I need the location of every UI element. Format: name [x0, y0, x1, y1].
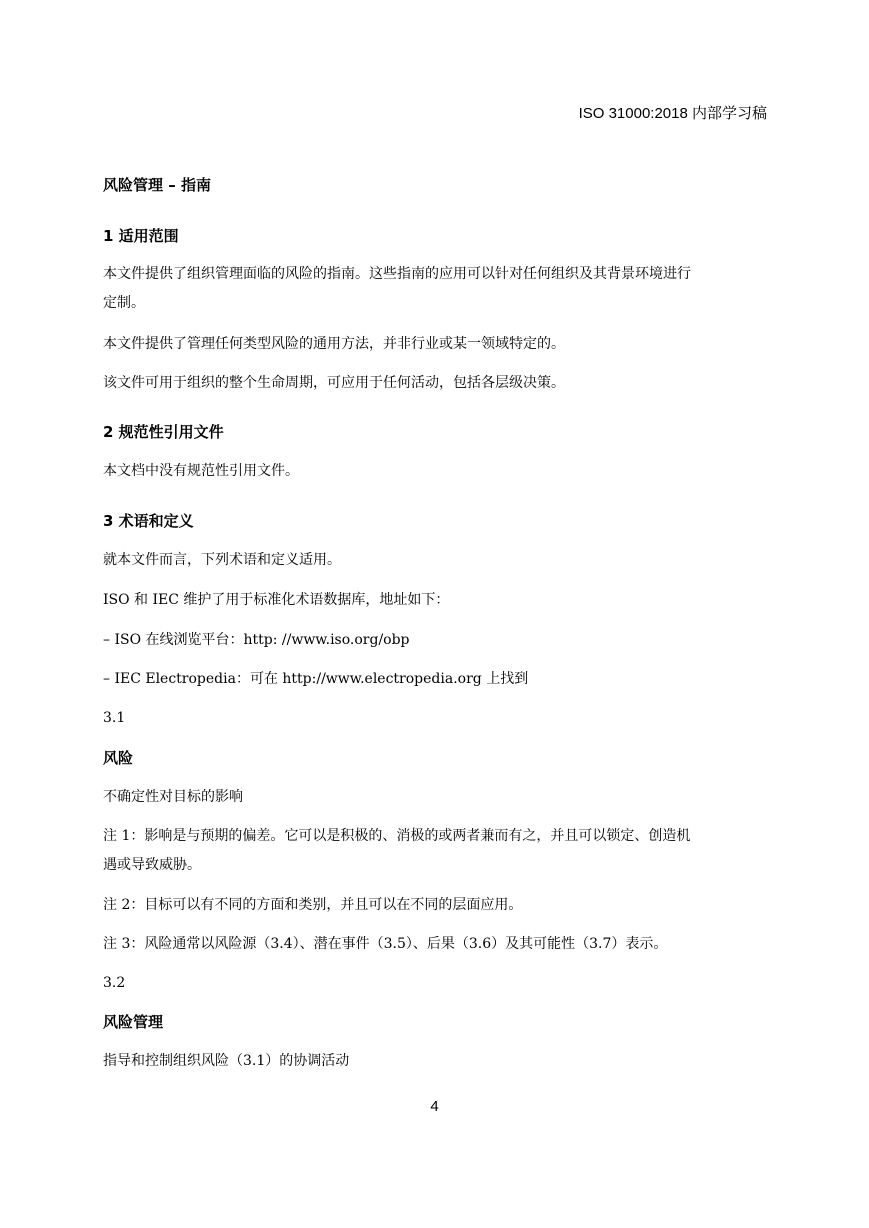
risk-note-2: 注 2：目标可以有不同的方面和类别，并且可以在不同的层面应用。: [103, 897, 523, 913]
document-title: 风险管理 – 指南: [103, 176, 211, 194]
section-heading-terms: 3 术语和定义: [103, 512, 194, 530]
terms-paragraph-1: 就本文件而言，下列术语和定义适用。: [103, 552, 341, 568]
term-number-3-2: 3.2: [103, 975, 126, 991]
term-number-3-1: 3.1: [103, 710, 126, 726]
risk-note-1-line-2: 遇或导致威胁。: [103, 857, 201, 873]
scope-paragraph-2: 本文件提供了管理任何类型风险的通用方法，并非行业或某一领域特定的。: [103, 336, 565, 352]
risk-note-3: 注 3：风险通常以风险源（3.4）、潜在事件（3.5）、后果（3.6）及其可能性（3.7）表示。: [103, 936, 668, 952]
term-definition-risk: 不确定性对目标的影响: [103, 789, 243, 805]
terms-list-item-iso: – ISO 在线浏览平台：http: //www.iso.org/obp: [103, 632, 410, 648]
term-title-risk-management: 风险管理: [103, 1013, 164, 1031]
scope-paragraph-1-line-1: 本文件提供了组织管理面临的风险的指南。这些指南的应用可以针对任何组织及其背景环境进行: [103, 266, 691, 282]
risk-note-1-line-1: 注 1：影响是与预期的偏差。它可以是积极的、消极的或两者兼而有之，并且可以锁定、创造机: [103, 828, 691, 844]
section-heading-scope: 1 适用范围: [103, 227, 179, 245]
terms-list-item-iec: – IEC Electropedia：可在 http://www.electropedia.org 上找到: [103, 671, 529, 687]
scope-paragraph-1-line-2: 定制。: [103, 295, 145, 311]
terms-paragraph-2: ISO 和 IEC 维护了用于标准化术语数据库，地址如下：: [103, 592, 450, 608]
page-number: 4: [430, 1098, 439, 1115]
term-definition-risk-management: 指导和控制组织风险（3.1）的协调活动: [103, 1053, 350, 1069]
term-title-risk: 风险: [103, 749, 134, 767]
document-header-label: ISO 31000:2018 内部学习稿: [578, 105, 767, 122]
scope-paragraph-3: 该文件可用于组织的整个生命周期，可应用于任何活动，包括各层级决策。: [103, 375, 565, 391]
normative-paragraph-1: 本文档中没有规范性引用文件。: [103, 463, 299, 479]
section-heading-normative: 2 规范性引用文件: [103, 423, 224, 441]
